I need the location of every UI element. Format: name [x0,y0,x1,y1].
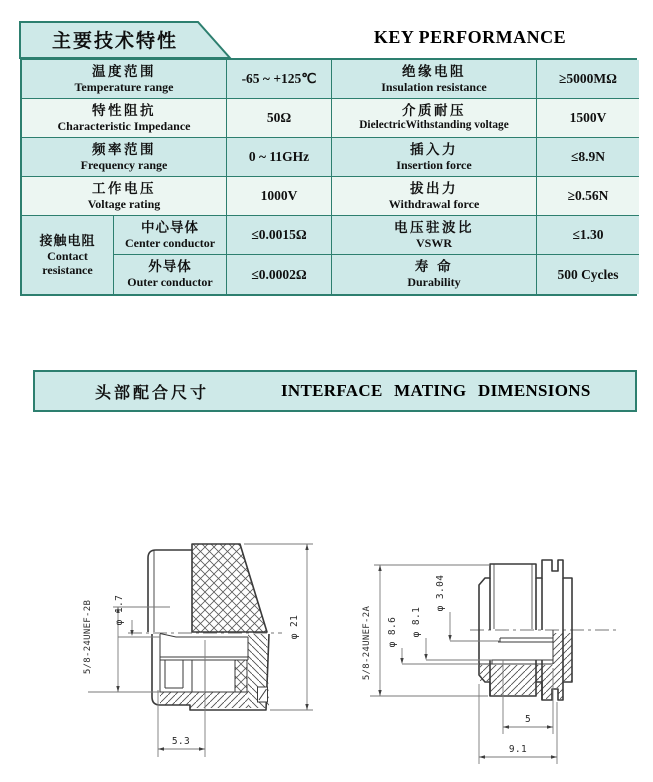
param-value: -65 ~ +125℃ [241,71,317,87]
param-en: Voltage rating [87,196,161,211]
param-en: Insulation resistance [381,79,487,94]
param-en: VSWR [415,235,452,250]
tab-title-zh: 主要技术特性 [51,31,179,52]
dim-counterbore-label: φ 8.6 [387,616,398,648]
table-cell [22,177,227,216]
param-value: 50Ω [266,110,292,126]
param-zh: 寿 命 [414,259,454,275]
table-cell [114,216,227,255]
param-value: 1000V [260,188,298,204]
param-zh: 工作电压 [92,180,156,196]
banner-title-zh: 头部配合尺寸 [95,384,210,402]
param-en: DielectricWithstanding voltage [359,119,509,132]
param-en: Outer conductor [127,275,213,290]
table-cell [227,216,332,255]
table-cell [332,255,537,294]
param-value: 1500V [569,110,607,126]
table-cell [227,60,332,99]
param-en: Center conductor [124,235,216,250]
param-zh: 特性阻抗 [92,102,156,118]
table-cell [22,60,227,99]
banner-title-en: INTERFACE MATING DIMENSIONS [281,381,591,400]
param-value: 500 Cycles [557,266,619,282]
dim-center-label: φ 3.04 [435,574,446,612]
dim-pin-label: φ 1.7 [114,594,125,626]
table-cell [537,99,639,138]
table-cell [332,138,537,177]
param-en: Insertion force [396,157,472,172]
dim-inner-length-label: 5 [524,714,532,725]
section-hatch [160,634,269,708]
dim-thread-label: 5/8-24UNEF-2A [362,605,372,681]
dim-total-length-label: 9.1 [508,744,528,755]
contact-leg-block [258,687,268,702]
table-cell [332,60,537,99]
dim-depth-label: 5.3 [171,736,191,747]
param-value: ≤8.9N [570,149,606,165]
param-zh: 介质耐压 [402,103,466,119]
param-value: 0 ~ 11GHz [248,149,310,165]
gasket-crosshatch [235,660,247,692]
table-cell [332,99,537,138]
table-cell [537,177,639,216]
table-cell [227,255,332,294]
param-zh: 绝缘电阻 [402,63,466,79]
table-cell [227,138,332,177]
param-value: ≥0.56N [567,188,609,204]
dim-bore-label: φ 8.1 [411,606,422,638]
page-title-en: KEY PERFORMANCE [373,27,567,47]
param-value: ≥5000MΩ [559,71,617,87]
param-value: ≤0.0015Ω [251,227,307,243]
table-cell [537,216,639,255]
param-en: Withdrawal force [388,196,480,211]
table-cell [537,60,639,99]
table-cell [537,255,639,294]
plug-interface-drawing [70,520,350,782]
table-cell [227,99,332,138]
jack-interface-drawing [350,538,650,782]
interface-mating-banner [33,370,637,412]
dimension-arrows [378,565,557,759]
param-en: Characteristic Impedance [57,118,191,133]
param-value: ≤0.0002Ω [251,266,307,282]
table-cell [22,138,227,177]
table-cell [332,177,537,216]
param-en: Frequency range [80,157,168,172]
param-zh: 温度范围 [92,63,156,79]
dim-od-label: φ 21 [289,614,300,640]
param-en: Durability [407,275,461,290]
table-cell [114,255,227,294]
table-cell [537,138,639,177]
param-zh: 电压驻波比 [394,219,474,235]
knurl-crosshatch [192,544,267,632]
param-zh: 拔出力 [410,180,458,196]
key-performance-tab [18,19,234,61]
spec-table [20,58,637,296]
param-en: Contact [47,248,88,263]
contact-resistance-group-cell [22,216,114,294]
table-cell [22,99,227,138]
table-cell [332,216,537,255]
param-zh: 频率范围 [92,141,156,157]
param-zh: 接触电阻 [39,233,96,249]
param-value: ≤1.30 [572,227,604,243]
param-zh: 插入力 [410,141,458,157]
param-zh: 中心导体 [141,219,199,235]
param-zh: 外导体 [148,259,192,275]
param-en: Temperature range [74,79,174,94]
dim-thread-label: 5/8-24UNEF-2B [83,599,93,675]
param-en: resistance [42,262,93,277]
table-cell [227,177,332,216]
